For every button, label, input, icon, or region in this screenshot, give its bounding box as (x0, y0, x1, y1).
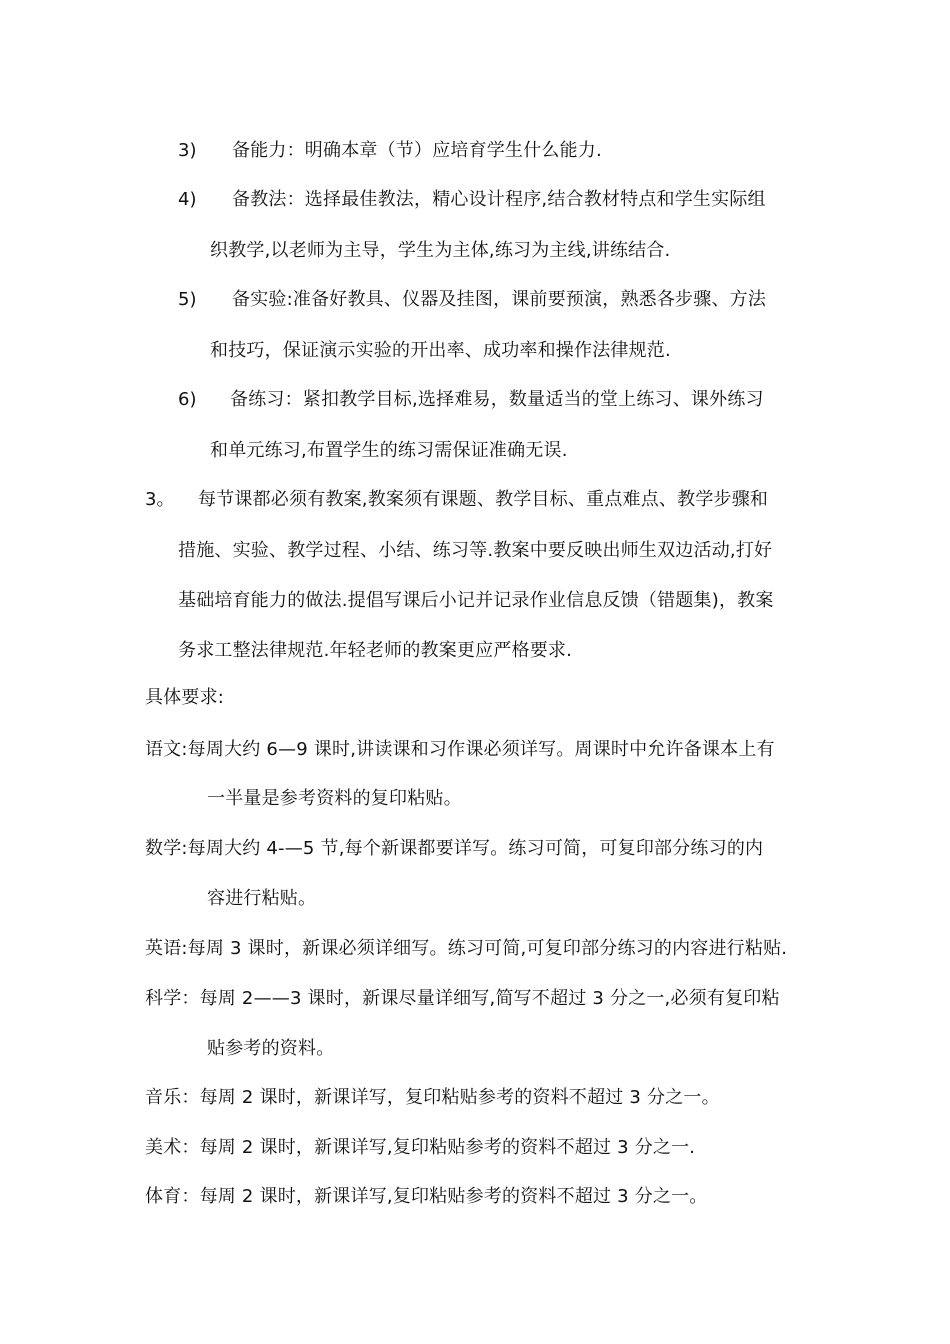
subject-pe: 体育：每周 2 课时，新课详写,复印粘贴参考的资料不超过 3 分之一。 (145, 1186, 708, 1207)
subject-music: 音乐：每周 2 课时，新课详写，复印粘贴参考的资料不超过 3 分之一。 (145, 1087, 720, 1108)
subject-art: 美术：每周 2 课时，新课详写,复印粘贴参考的资料不超过 3 分之一. (145, 1137, 696, 1158)
section-text: 务求工整法律规范.年轻老师的教案更应严格要求. (178, 640, 573, 661)
section-number: 3。 (145, 489, 175, 510)
item-number: 5) (178, 289, 197, 310)
section-text: 基础培育能力的做法.提倡写课后小记并记录作业信息反馈（错题集)，教案 (178, 590, 774, 611)
subject-english: 英语:每周 3 课时，新课必须详细写。练习可简,可复印部分练习的内容进行粘贴. (145, 938, 788, 959)
subject-math: 数学:每周大约 4-—5 节,每个新课都要详写。练习可简，可复印部分练习的内 (145, 838, 764, 859)
subject-science: 科学：每周 2——3 课时，新课尽量详细写,简写不超过 3 分之一,必须有复印粘 (145, 988, 780, 1009)
item-text-continued: 织教学,以老师为主导，学生为主体,练习为主线,讲练结合. (210, 240, 671, 261)
item-number: 4) (178, 189, 197, 210)
item-text: 备练习：紧扣教学目标,选择难易，数量适当的堂上练习、课外练习 (230, 389, 764, 410)
subject-math-continued: 容进行粘贴。 (207, 888, 317, 909)
subject-science-continued: 贴参考的资料。 (207, 1038, 335, 1059)
item-text: 备能力：明确本章（节）应培育学生什么能力. (232, 140, 602, 161)
section-text: 措施、实验、教学过程、小结、练习等.教案中要反映出师生双边活动,打好 (178, 540, 773, 561)
requirements-heading: 具体要求: (145, 687, 225, 708)
item-number: 6) (178, 389, 197, 410)
item-number: 3) (178, 140, 197, 161)
section-text: 每节课都必须有教案,教案须有课题、教学目标、重点难点、教学步骤和 (198, 489, 769, 510)
item-text-continued: 和单元练习,布置学生的练习需保证准确无误. (210, 440, 568, 461)
item-text-continued: 和技巧，保证演示实验的开出率、成功率和操作法律规范. (210, 340, 671, 361)
subject-chinese: 语文:每周大约 6—9 课时,讲读课和习作课必须详写。周课时中允许备课本上有 (145, 739, 775, 760)
item-text: 备教法：选择最佳教法，精心设计程序,结合教材特点和学生实际组 (232, 189, 766, 210)
item-text: 备实验:准备好教具、仪器及挂图，课前要预演，熟悉各步骤、方法 (232, 289, 767, 310)
subject-chinese-continued: 一半量是参考资料的复印粘贴。 (207, 788, 462, 809)
